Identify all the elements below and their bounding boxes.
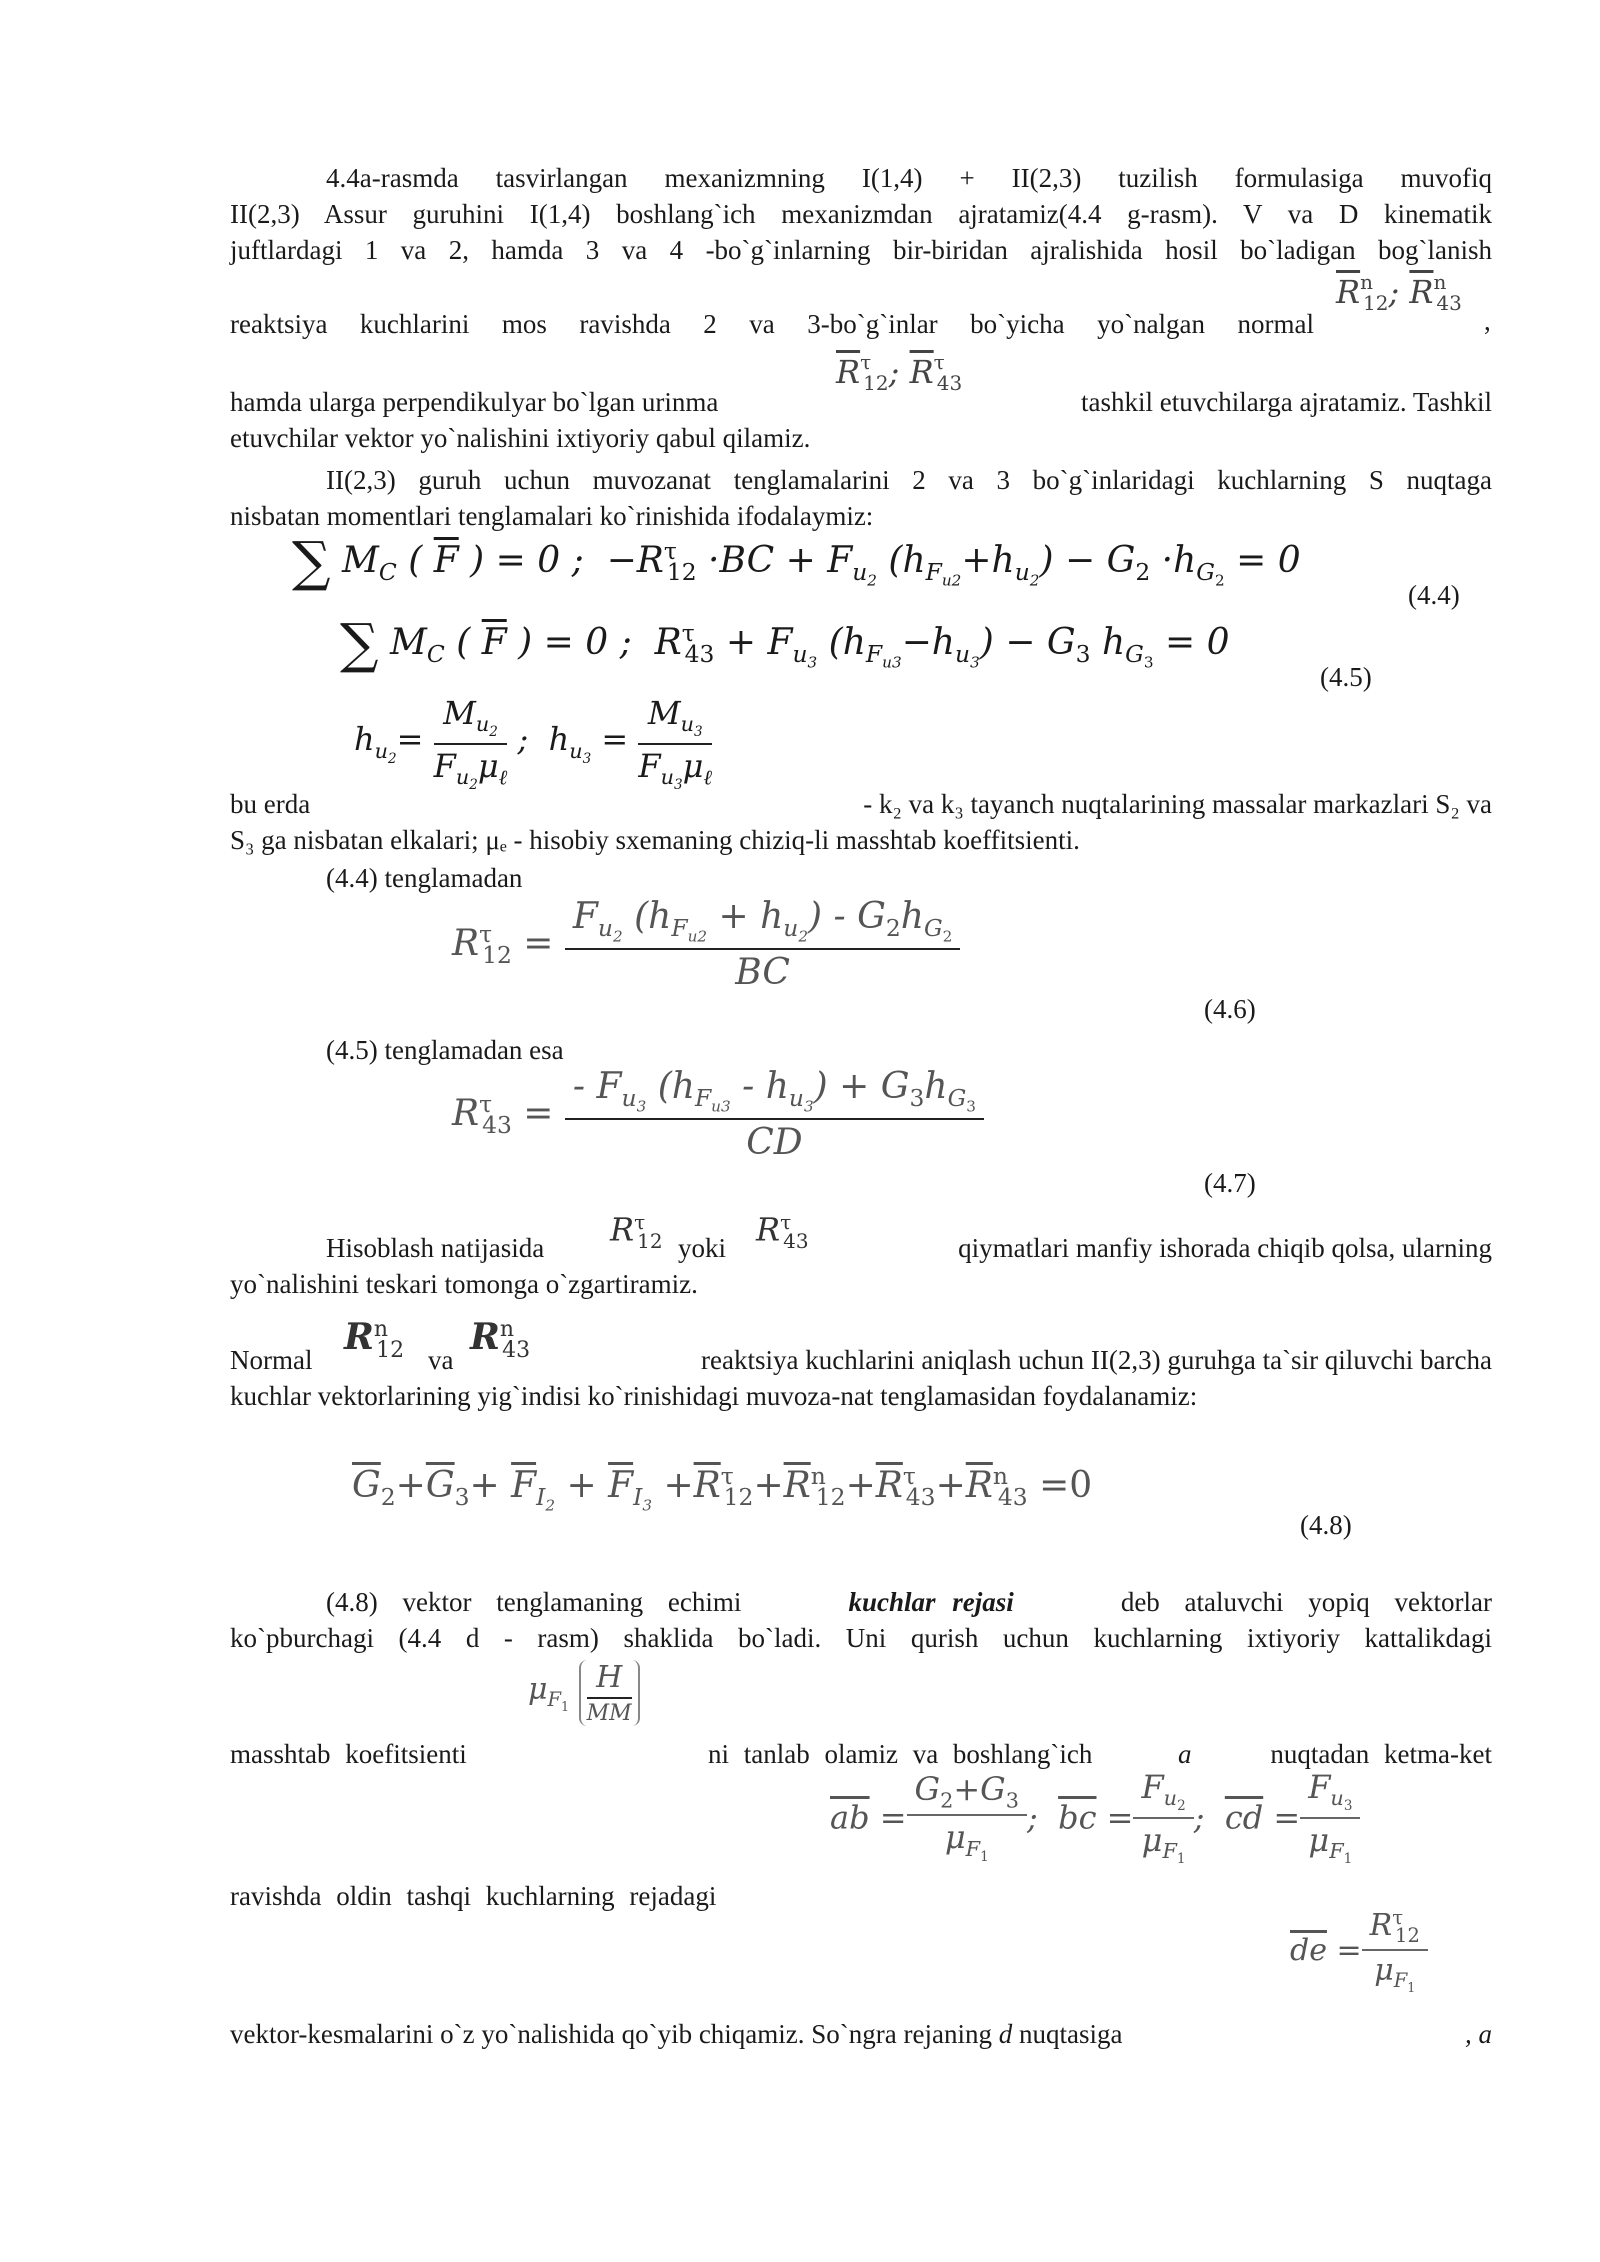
text-line: bu erda	[230, 789, 311, 819]
text-line: Hisoblash natijasida	[326, 1233, 545, 1263]
text-line: nisbatan momentlari tenglamalari ko`rinishida ifodalaymiz:	[230, 501, 874, 531]
r43-n: $R^n_{43}$	[470, 1316, 531, 1364]
text-line: , a	[1465, 2019, 1492, 2049]
text-line: tashkil etuvchilarga ajratamiz. Tashkil	[1081, 387, 1492, 417]
text-line: yoki	[678, 1233, 727, 1263]
lever-arm-formulas: $h_{u_2}=$ $\frac{M_{u_2}}{F_{u_2}\mu_\ell}$ ; $h_{u_3}$ = $\frac{M_{u_3}}{F_{u_3}\mu_\ell}$	[354, 694, 713, 794]
text-line: vektor-kesmalarini o`z yo`nalishida qo`yib chiqamiz. So`ngra rejaning d nuqtasiga	[230, 2019, 1123, 2049]
text-line: reaktsiya kuchlarini mos ravishda 2 va 3-bo`g`inlar bo`yicha yo`nalgan normal	[230, 309, 1314, 339]
text-line: yo`nalishini teskari tomonga o`zgartiramiz.	[230, 1269, 698, 1299]
equation-4-8: $\overline{G}_2+\overline{G}_3+ \overline{F}_{I_2} + \overline{F}_{I_3} +\overline{R}^\tau_{12}+\overline{R}^n_{12}+\overline{R}^\tau_{43}+\overline{R}^n_{43} =0$	[352, 1462, 1093, 1515]
text-line: II(2,3) guruh uchun muvozanat tenglamalarini 2 va 3 bo`g`inlaridagi kuchlarning S nuqtaga	[326, 465, 1492, 495]
equation-4-7: $R^\tau_{43}$ = $\frac{- F_{u_3} (h_{F_{u3}} - h_{u_3}) + G_3h_{G_3}}{CD}$	[452, 1066, 984, 1163]
de-formula: $\overline{de}$ = $\frac{R^\tau_{12}}{\mu_{F_1}}$	[1290, 1906, 1428, 1995]
r12-tau: $R^\tau_{12}$	[610, 1210, 663, 1254]
text-line: II(2,3) Assur guruhini I(1,4) boshlang`ich mexanizmdan ajratamiz(4.4 g-rasm). V va D kinematik	[230, 199, 1492, 229]
vector-segments-formula: $\overline{ab}$ = $\frac{G_2+G_3}{\mu_{F_1}}$ ; $\overline{bc}$ = $\frac{F_{u_2}}{\mu_{F_1}}$ ; $\overline{cd}$ = $\frac{F_{u_3}}{\mu_{F_1}}$	[830, 1768, 1360, 1867]
text-line: qiymatlari manfiy ishorada chiqib qolsa, ularning	[958, 1233, 1492, 1263]
text-line: a	[1178, 1739, 1192, 1769]
text-line: ko`pburchagi (4.4 d - rasm) shaklida bo`ladi. Uni qurish uchun kuchlarning ixtiyoriy kattalikdagi	[230, 1623, 1492, 1653]
text-line: kuchlar vektorlarining yig`indisi ko`rinishidagi muvoza-nat tenglamasidan foydalanamiz:	[230, 1381, 1198, 1411]
r12-n: $R^n_{12}$	[344, 1316, 405, 1364]
text-line: 4.4a-rasmda tasvirlangan mexanizmning I(1,4) + II(2,3) tuzilish formulasiga muvofiq	[326, 163, 1492, 193]
text-line: (4.8) vektor tenglamaning echimi kuchlar rejasi deb ataluvchi yopiq vektorlar	[326, 1587, 1492, 1617]
text-line: - k₂ va k₃ tayanch nuqtalarining massalar markazlari S₂ va	[863, 789, 1492, 819]
text-line: juftlardagi 1 va 2, hamda 3 va 4 -bo`g`inlarning bir-biridan ajralishida hosil bo`ladigan bog`lanish	[230, 235, 1492, 265]
text-line: S₃ ga nisbatan elkalari; μₑ - hisobiy sxemaning chiziq-li masshtab koeffitsienti.	[230, 825, 1080, 855]
equation-4-4: ∑ $M_C$ ( $\overline{F}$ ) = 0 ; $-R^\tau_{12} \cdot BC + F_{u_2}$ $(h_{F_{u2}}+h_{u_2}) - G_2 \cdot h_{G_2} = 0$	[292, 530, 1301, 593]
text-line: (4.5) tenglamadan esa	[326, 1035, 564, 1065]
text-line: etuvchilar vektor yo`nalishini ixtiyoriy qabul qilamiz.	[230, 423, 811, 453]
equation-number: (4.8)	[1300, 1510, 1352, 1540]
equation-number: (4.7)	[1204, 1168, 1256, 1198]
text-line: Normal	[230, 1345, 313, 1375]
text-line: (4.4) tenglamadan	[326, 863, 523, 893]
scale-coefficient-formula: $\mu_{F_1}$ $\frac{H}{MM}$	[528, 1660, 640, 1726]
text-line: masshtab koefitsienti	[230, 1739, 467, 1769]
text-line: ravishda oldin tashqi kuchlarning rejadagi	[230, 1881, 717, 1911]
equation-number: (4.5)	[1320, 662, 1372, 692]
equation-4-6: $R^\tau_{12}$ = $\frac{F_{u_2} (h_{F_{u2}} + h_{u_2}) - G_2h_{G_2}}{BC}$	[452, 896, 960, 993]
r43-tau: $R^\tau_{43}$	[756, 1210, 809, 1254]
equation-number: (4.6)	[1204, 994, 1256, 1024]
comma: ,	[1484, 306, 1491, 336]
equation-number: (4.4)	[1408, 580, 1460, 610]
text-line: va	[428, 1345, 454, 1375]
text-line: reaktsiya kuchlarini aniqlash uchun II(2,3) guruhga ta`sir qiluvchi barcha	[701, 1345, 1492, 1375]
text-line: hamda ularga perpendikulyar bo`lgan urinma	[230, 387, 719, 417]
equation-4-5: ∑ $M_C$ ( $\overline{F}$ ) = 0 ; $R^\tau_{43} + F_{u_3}$ $(h_{F_{u3}}-h_{u_3}) - G_3$ $h_{G_3} = 0$	[340, 612, 1230, 675]
tangential-reactions-formula: $\overline{R}^\tau_{12}$; $\overline{R}^\tau_{43}$	[836, 350, 963, 396]
normal-reactions-formula: $\overline{R}^n_{12}$; $\overline{R}^n_{43}$	[1336, 270, 1462, 316]
text-line: nuqtadan ketma-ket	[1270, 1739, 1492, 1769]
text-line: ni tanlab olamiz va boshlang`ich	[708, 1739, 1093, 1769]
